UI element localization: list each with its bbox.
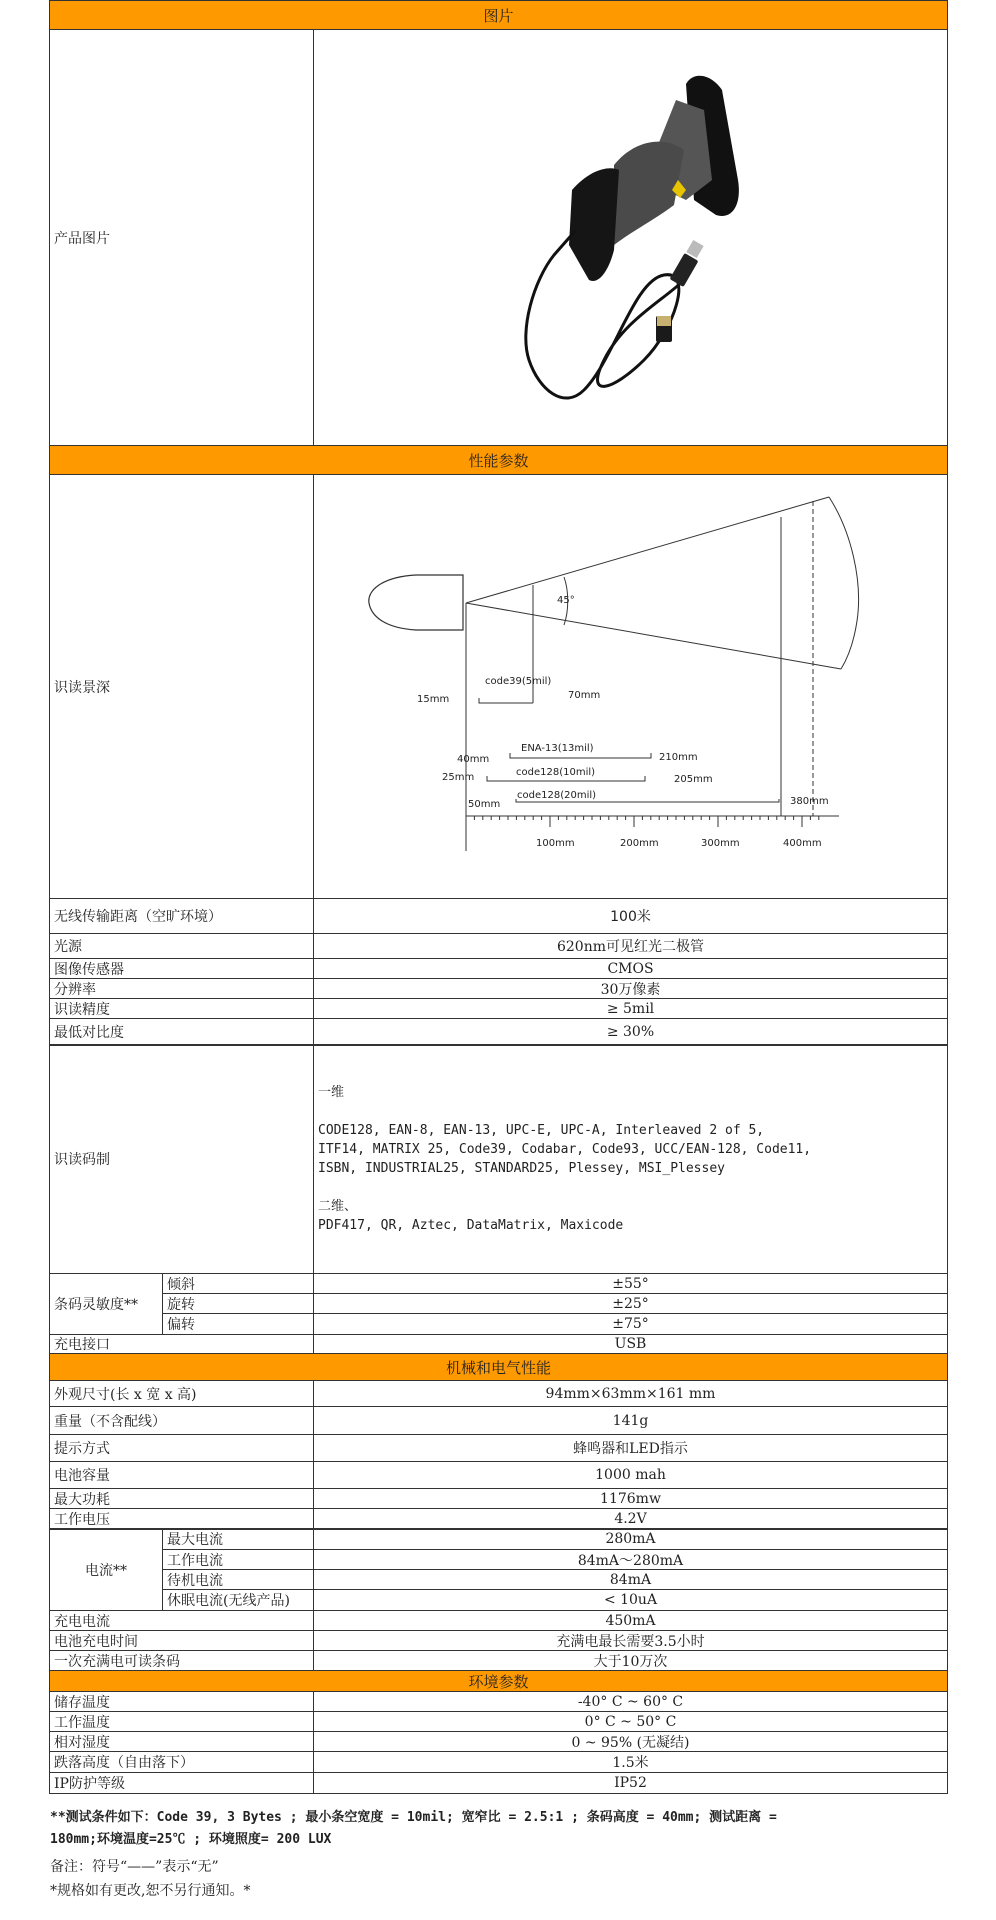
row-value: ±55° — [612, 1275, 649, 1292]
section-header-picture — [49, 0, 948, 30]
one-d-codes: ISBN, INDUSTRIAL25, STANDARD25, Plessey, MSI_Plessey — [318, 1161, 725, 1176]
row-label-cell — [49, 1508, 314, 1530]
row-value: 30万像素 — [600, 981, 661, 998]
charging-port-label-cell — [49, 1334, 314, 1354]
range-max: 210mm — [659, 752, 698, 763]
row-label: 电池容量 — [54, 1468, 110, 1484]
test-conditions-line2: 180mm;环境温度=25℃ ; 环境照度= 200 LUX — [50, 1832, 332, 1847]
row-label-cell — [162, 1549, 314, 1570]
row-value-cell — [313, 1488, 948, 1509]
row-value-cell — [313, 898, 948, 934]
row-value: < 10uA — [603, 1592, 658, 1608]
row-value-cell — [313, 1650, 948, 1672]
axis-tick-label: 300mm — [701, 838, 740, 849]
row-label-cell — [49, 1751, 314, 1773]
row-label: 休眠电流(无线产品) — [167, 1593, 290, 1609]
field-upper-edge — [466, 497, 829, 603]
row-value-cell — [313, 1018, 948, 1046]
row-value-cell — [313, 1630, 948, 1651]
row-value: 141g — [612, 1412, 649, 1429]
row-label-cell — [49, 1488, 314, 1509]
row-label: 待机电流 — [167, 1572, 223, 1589]
row-value-cell — [313, 1731, 948, 1752]
row-value-cell — [313, 1569, 948, 1590]
row-label-cell — [49, 1461, 314, 1489]
test-conditions-line1: **测试条件如下：Code 39, 3 Bytes ; 最小条空宽度 = 10mil; 宽窄比 = 2.5:1 ; 条码高度 = 40mm; 测试距离 = — [50, 1810, 777, 1825]
row-label-cell — [49, 978, 314, 999]
two-d-title: 二维、 — [318, 1199, 358, 1214]
row-value: ≥ 30% — [606, 1024, 655, 1040]
row-value: 84mA — [609, 1571, 652, 1588]
row-value: 4.2V — [614, 1511, 647, 1527]
row-value: 0° C ~ 50° C — [584, 1713, 677, 1730]
range-name: ENA-13(13mil) — [521, 743, 594, 754]
row-value: 84mA～280mA — [577, 1552, 684, 1569]
row-value-cell — [313, 978, 948, 999]
row-label: 工作温度 — [54, 1714, 110, 1731]
row-label: 分辨率 — [54, 981, 96, 998]
row-value-cell — [313, 933, 948, 959]
spec-change-notice: *规格如有更改,恕不另行通知。* — [50, 1883, 251, 1899]
row-label-cell — [162, 1273, 314, 1294]
row-label-cell — [162, 1528, 314, 1550]
row-label-cell — [49, 1772, 314, 1794]
row-label: 工作电压 — [54, 1512, 110, 1528]
row-label-cell — [162, 1313, 314, 1335]
usb-receiver-connector — [657, 316, 671, 326]
field-arc — [829, 497, 859, 669]
row-label-cell — [162, 1293, 314, 1314]
row-label: 产品图片 — [54, 230, 110, 247]
row-label-cell — [49, 1691, 314, 1712]
row-label: 最低对比度 — [54, 1025, 124, 1041]
range-name: code128(10mil) — [516, 767, 596, 778]
row-label-cell — [49, 1434, 314, 1462]
row-value: ±25° — [612, 1295, 649, 1312]
depth-of-field-cell — [313, 474, 948, 899]
row-label: 最大电流 — [167, 1532, 223, 1548]
axis-tick-label: 100mm — [536, 838, 575, 849]
remark-note: 备注：符号“——”表示“无” — [50, 1859, 219, 1875]
row-label: 电池充电时间 — [54, 1633, 138, 1650]
row-value-cell — [313, 1589, 948, 1611]
row-label: 提示方式 — [54, 1441, 110, 1457]
row-label: 最大功耗 — [54, 1491, 110, 1508]
row-value-cell — [313, 1461, 948, 1489]
row-label: 电流** — [85, 1562, 127, 1579]
depth-of-field-diagram — [314, 475, 947, 898]
row-label: 识读景深 — [54, 679, 110, 696]
row-label: 偏转 — [167, 1317, 195, 1333]
range-max: 205mm — [674, 774, 713, 785]
field-lower-edge — [466, 603, 841, 669]
row-label: 图像传感器 — [54, 961, 124, 978]
range-min: 15mm — [417, 694, 450, 705]
row-label: 一次充满电可读条码 — [54, 1654, 180, 1670]
row-value: USB — [614, 1336, 647, 1352]
one-d-title: 一维 — [318, 1085, 345, 1100]
row-label: 外观尺寸(长 x 宽 x 高) — [54, 1386, 197, 1403]
symbologies-cell — [313, 1044, 948, 1274]
product-image-cell — [313, 29, 948, 446]
row-label: 识读精度 — [54, 1001, 110, 1018]
row-label-cell — [49, 1731, 314, 1752]
row-value-cell — [313, 1293, 948, 1314]
row-value: 280mA — [605, 1531, 656, 1547]
row-label-cell — [49, 1630, 314, 1651]
row-value: 充满电最长需要3.5小时 — [556, 1633, 705, 1650]
current-label-cell — [49, 1528, 163, 1611]
row-value-cell — [313, 1528, 948, 1550]
row-value: ±75° — [612, 1316, 649, 1332]
row-value-cell — [313, 958, 948, 979]
angle-label: 45° — [557, 595, 575, 606]
row-value-cell — [313, 1772, 948, 1794]
axis-tick-label: 200mm — [620, 838, 659, 849]
row-label: 倾斜 — [167, 1276, 195, 1293]
one-d-codes: CODE128, EAN-8, EAN-13, UPC-E, UPC-A, Interleaved 2 of 5, — [318, 1123, 765, 1138]
range-name: code128(20mil) — [517, 790, 597, 801]
range-min: 40mm — [457, 754, 490, 765]
row-value: 450mA — [605, 1612, 656, 1629]
row-label: 储存温度 — [54, 1694, 110, 1711]
row-value: 1176mw — [600, 1490, 661, 1507]
section-header-performance — [49, 445, 948, 475]
row-label: 识读码制 — [54, 1152, 110, 1168]
scanner-head-outline — [369, 575, 463, 630]
row-value-cell — [313, 1610, 948, 1631]
row-value: -40° C ~ 60° C — [577, 1693, 684, 1710]
row-label: 充电接口 — [54, 1337, 110, 1353]
row-label-cell — [49, 1610, 314, 1631]
row-value: 94mm×63mm×161 mm — [545, 1385, 716, 1402]
symbologies-label-cell — [49, 1044, 314, 1274]
row-value: 100米 — [610, 909, 651, 925]
row-label-cell — [49, 1018, 314, 1046]
row-value: CMOS — [607, 960, 654, 977]
row-value: 1000 mah — [595, 1467, 666, 1483]
row-value: 620nm可见红光二极管 — [556, 939, 704, 955]
section-header-environment — [49, 1670, 948, 1692]
row-value: 1.5米 — [612, 1755, 649, 1771]
row-value: ≥ 5mil — [606, 1000, 655, 1017]
two-d-codes: PDF417, QR, Aztec, DataMatrix, Maxicode — [318, 1218, 624, 1233]
range-max: 70mm — [568, 690, 601, 701]
sensitivity-label-cell — [49, 1273, 163, 1335]
scanner-handle — [569, 168, 619, 281]
row-value-cell — [313, 1508, 948, 1530]
charging-port-value-cell — [313, 1334, 948, 1354]
row-value-cell — [313, 1313, 948, 1335]
row-label-cell — [49, 898, 314, 934]
row-value: IP52 — [614, 1775, 647, 1791]
range-bracket — [479, 698, 533, 703]
row-label: 相对湿度 — [54, 1734, 110, 1751]
row-label-cell — [49, 1406, 314, 1435]
row-value-cell — [313, 1549, 948, 1570]
row-label: 重量（不含配线） — [54, 1413, 166, 1430]
scanner-grip — [614, 142, 684, 245]
row-value: 蜂鸣器和LED指示 — [573, 1441, 688, 1457]
row-value-cell — [313, 1691, 948, 1712]
depth-of-field-label-cell — [49, 474, 314, 899]
row-label-cell — [49, 958, 314, 979]
row-label-cell — [49, 998, 314, 1019]
row-label: 工作电流 — [167, 1552, 223, 1569]
axis-tick-label: 400mm — [783, 838, 822, 849]
one-d-codes: ITF14, MATRIX 25, Code39, Codabar, Code93, UCC/EAN-128, Code11, — [318, 1142, 812, 1157]
section-title: 机械和电气性能 — [445, 1358, 551, 1377]
row-value-cell — [313, 1751, 948, 1773]
row-value-cell — [313, 1406, 948, 1435]
section-title: 环境参数 — [468, 1672, 529, 1691]
row-label-cell — [49, 1650, 314, 1672]
row-value-cell — [313, 1434, 948, 1462]
row-value-cell — [313, 1711, 948, 1732]
section-title: 性能参数 — [468, 451, 529, 470]
row-label-cell — [49, 1380, 314, 1407]
row-label-cell — [49, 1711, 314, 1732]
axis-ticks — [474, 816, 818, 827]
row-label: 跌落高度（自由落下） — [54, 1755, 194, 1771]
range-min: 25mm — [442, 772, 475, 783]
row-label: 无线传输距离（空旷环境） — [54, 909, 222, 925]
row-label: 条码灵敏度** — [54, 1297, 138, 1313]
row-label: 充电电流 — [54, 1613, 110, 1630]
row-label-cell — [162, 1589, 314, 1611]
row-value: 大于10万次 — [593, 1654, 668, 1670]
row-label: IP防护等级 — [54, 1776, 125, 1792]
row-label-cell — [49, 933, 314, 959]
usb-plug — [670, 253, 699, 287]
row-value-cell — [313, 1380, 948, 1407]
picture-label-cell — [49, 29, 314, 446]
product-image — [314, 30, 944, 440]
range-min: 50mm — [468, 799, 501, 810]
row-label: 光源 — [54, 939, 82, 955]
row-value-cell — [313, 1273, 948, 1294]
row-value: 0 ~ 95% (无凝结) — [571, 1734, 690, 1751]
row-label: 旋转 — [167, 1296, 195, 1313]
usb-connector — [686, 240, 703, 258]
range-max: 380mm — [790, 796, 829, 807]
range-name: code39(5mil) — [485, 676, 552, 687]
row-label-cell — [162, 1569, 314, 1590]
row-value-cell — [313, 998, 948, 1019]
section-header-mechanical — [49, 1353, 948, 1381]
section-title: 图片 — [483, 6, 514, 25]
